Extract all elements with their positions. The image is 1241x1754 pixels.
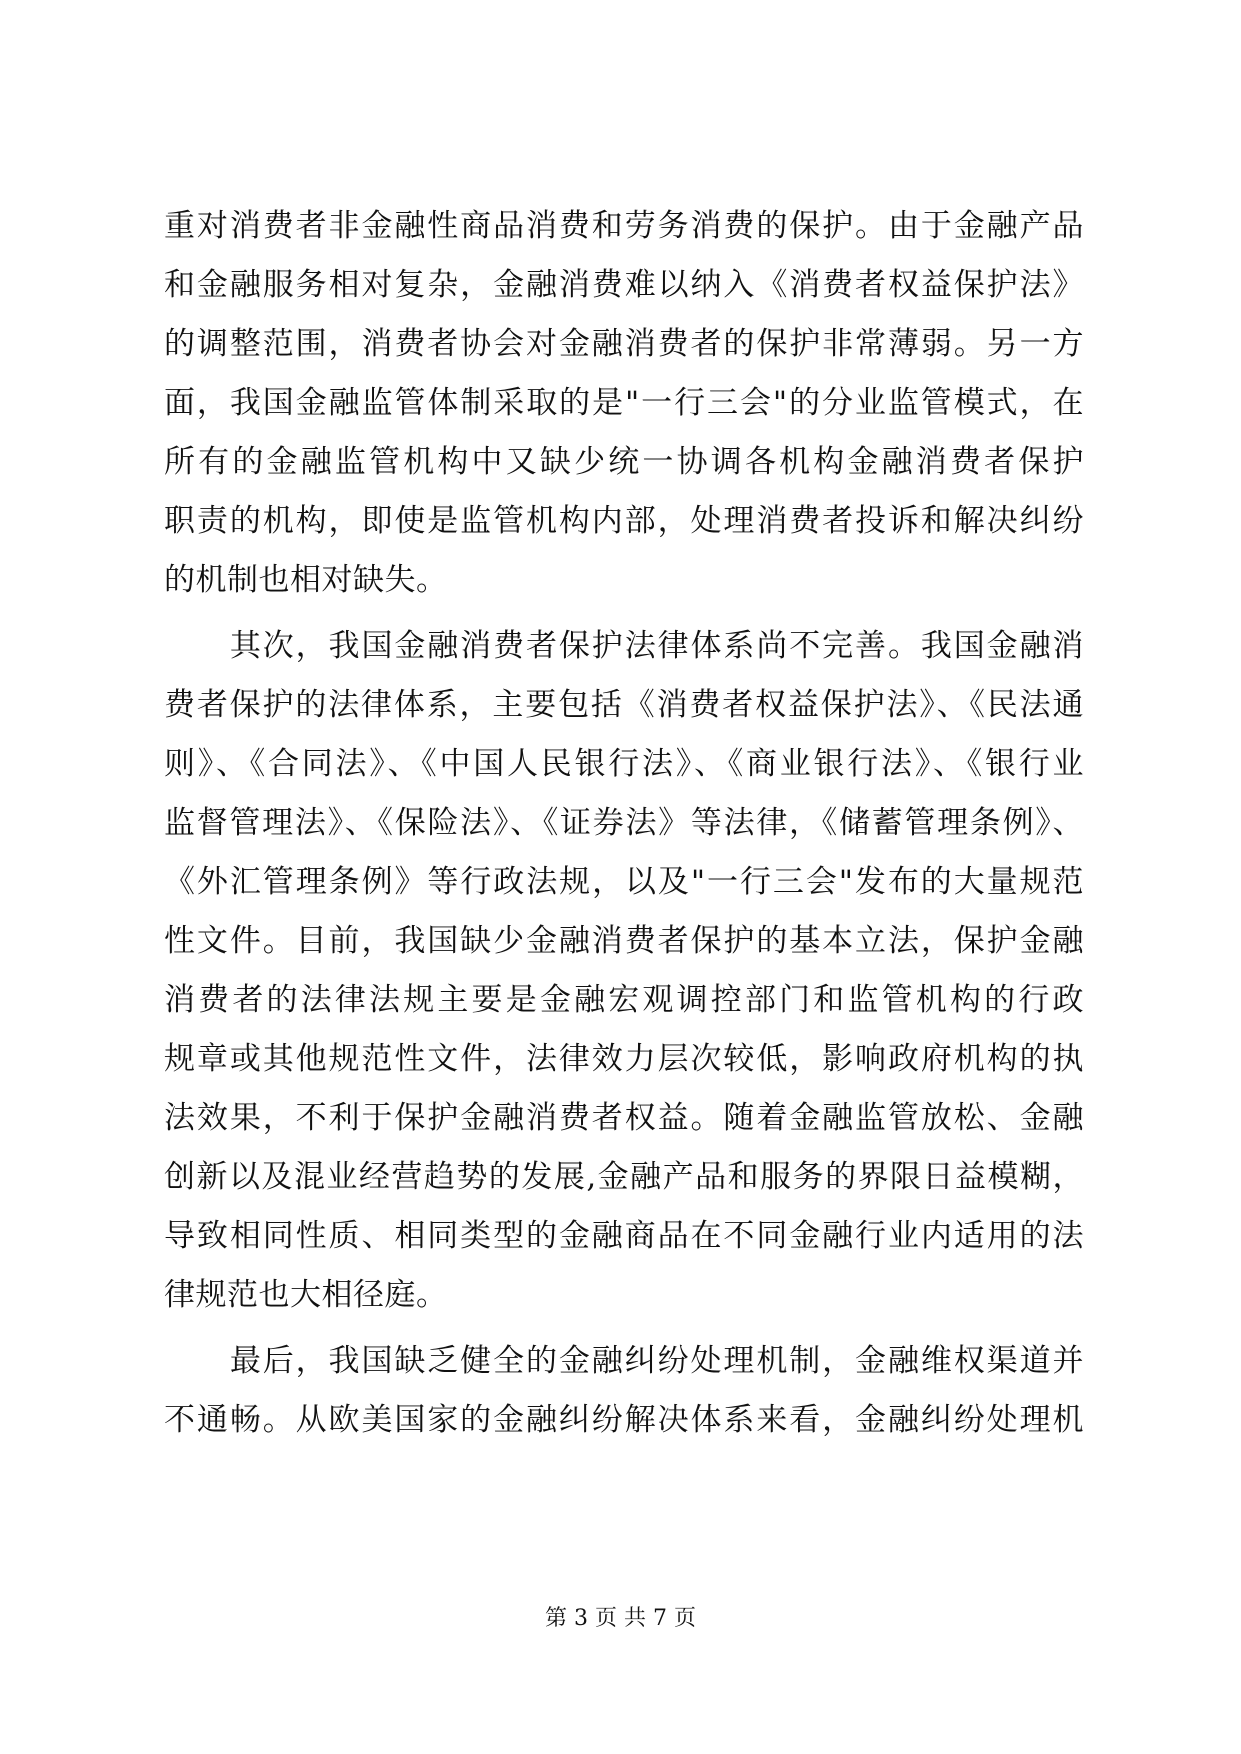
text-line: 费者保护的法律体系，主要包括《消费者权益保护法》、《民法通 [164,687,1084,723]
text-line: 其次，我国金融消费者保护法律体系尚不完善。我国金融消 [164,628,1084,664]
paragraph-end-line: 律规范也大相径庭。 [164,1277,448,1313]
text-line: 最后，我国缺乏健全的金融纠纷处理机制，金融维权渠道并 [164,1343,1084,1379]
text-line: 规章或其他规范性文件，法律效力层次较低，影响政府机构的执 [164,1041,1084,1077]
body-text [164,197,1084,1450]
text-line: 监督管理法》、《保险法》、《证券法》等法律，《储蓄管理条例》、 [164,805,1084,841]
text-line: 导致相同性质、相同类型的金融商品在不同金融行业内适用的法 [164,1218,1084,1254]
text-line: 面，我国金融监管体制采取的是"一行三会"的分业监管模式，在 [164,385,1084,421]
paragraph-gap [164,610,1084,617]
text-line: 和金融服务相对复杂，金融消费难以纳入《消费者权益保护法》 [164,267,1084,303]
text-line: 所有的金融监管机构中又缺少统一协调各机构金融消费者保护 [164,444,1084,480]
text-line: 职责的机构，即使是监管机构内部，处理消费者投诉和解决纠纷 [164,503,1084,539]
paragraph-end-line: 的机制也相对缺失。 [164,562,448,598]
text-line: 不通畅。从欧美国家的金融纠纷解决体系来看，金融纠纷处理机 [164,1402,1084,1438]
text-line: 法效果，不利于保护金融消费者权益。随着金融监管放松、金融 [164,1100,1084,1136]
paragraph-gap [164,1325,1084,1332]
text-line: 消费者的法律法规主要是金融宏观调控部门和监管机构的行政 [164,982,1084,1018]
page-number-footer: 第 3 页 共 7 页 [545,1606,696,1631]
text-line: 则》、《合同法》、《中国人民银行法》、《商业银行法》、《银行业 [164,746,1084,782]
text-line: 创新以及混业经营趋势的发展,金融产品和服务的界限日益模糊， [164,1159,1084,1195]
text-line: 的调整范围，消费者协会对金融消费者的保护非常薄弱。另一方 [164,326,1084,362]
text-line: 性文件。目前，我国缺少金融消费者保护的基本立法，保护金融 [164,923,1084,959]
text-line: 重对消费者非金融性商品消费和劳务消费的保护。由于金融产品 [164,208,1084,244]
text-line: 《外汇管理条例》等行政法规，以及"一行三会"发布的大量规范 [164,864,1084,900]
